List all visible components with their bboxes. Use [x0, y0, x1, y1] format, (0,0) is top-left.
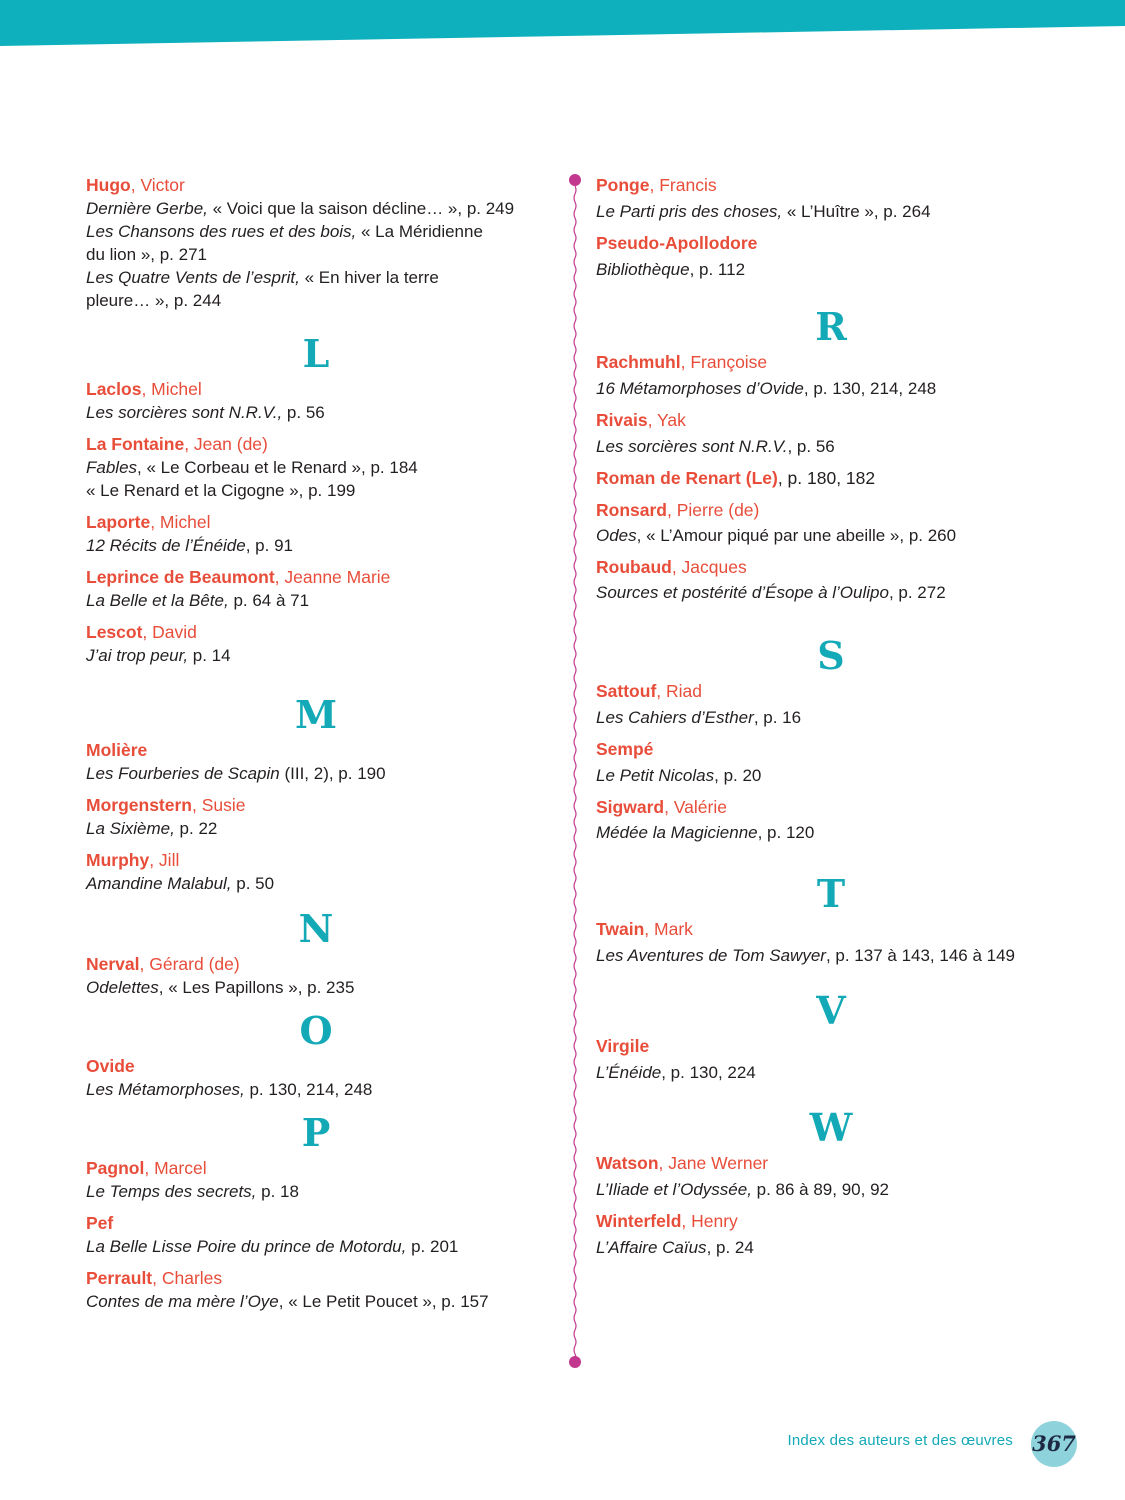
author-last-name: Ronsard: [596, 500, 667, 520]
work-title: J’ai trop peur,: [86, 646, 189, 665]
work-title: Contes de ma mère l’Oye: [86, 1292, 279, 1311]
author-first-name: , David: [142, 622, 197, 642]
letter-heading-n: N: [298, 906, 334, 951]
work-detail: « En hiver la terre: [299, 268, 439, 287]
work-title: Odelettes: [86, 978, 159, 997]
index-entry-murphy: [86, 849, 546, 895]
work-title: Les sorcières sont N.R.V.: [596, 437, 788, 456]
author-first-name: , Mark: [644, 919, 693, 939]
work-title: Les Quatre Vents de l’esprit,: [86, 268, 300, 287]
letter-heading-m: M: [294, 692, 338, 737]
author-last-name: La Fontaine: [86, 434, 185, 454]
author-last-name: Virgile: [596, 1036, 650, 1056]
index-entry-laporte: [86, 511, 546, 557]
work-detail: , p. 24: [706, 1238, 754, 1257]
work-detail-continued: « Le Renard et la Cigogne », p. 199: [86, 481, 356, 500]
work-title: La Belle et la Bête,: [86, 591, 229, 610]
index-entry-virgile: [596, 1035, 1066, 1084]
work-detail: p. 86 à 89, 90, 92: [751, 1180, 889, 1199]
author-last-name: Lescot: [86, 622, 143, 642]
index-entry-ovide: [86, 1055, 546, 1101]
work-detail: , p. 180, 182: [777, 468, 876, 488]
work-detail: , p. 20: [714, 766, 762, 785]
work-detail: , p. 130, 224: [661, 1063, 756, 1082]
index-entry-watson: [596, 1152, 1066, 1201]
index-entry-pseudo-apollodore: [596, 232, 1066, 281]
work-title: Bibliothèque: [596, 260, 690, 279]
page-number-badge: 367: [1031, 1421, 1077, 1467]
author-first-name: , Jeanne Marie: [274, 567, 391, 587]
author-last-name: Winterfeld: [596, 1211, 682, 1231]
author-first-name: , Marcel: [144, 1158, 207, 1178]
author-first-name: , Michel: [141, 379, 202, 399]
work-title: Les Cahiers d’Esther: [596, 708, 754, 727]
letter-heading-v: V: [816, 988, 846, 1033]
index-entry-leprince-de-beaumont: [86, 566, 546, 612]
author-first-name: , Yak: [647, 410, 686, 430]
index-entry-ronsard: [596, 499, 1066, 547]
work-detail: p. 56: [282, 403, 325, 422]
author-first-name: , Jean (de): [184, 434, 268, 454]
work-title: Fables: [86, 458, 138, 477]
author-last-name: Laporte: [86, 512, 151, 532]
author-first-name: , Jill: [149, 850, 180, 870]
work-title: Les Chansons des rues et des bois,: [86, 222, 357, 241]
index-entry-twain: [596, 918, 1066, 967]
work-title: L’Affaire Caïus: [596, 1238, 707, 1257]
author-last-name: Sigward: [596, 797, 665, 817]
work-title: L’Énéide: [596, 1063, 662, 1082]
index-entry-roman-de-renart: [596, 467, 1066, 490]
author-last-name: Twain: [596, 919, 645, 939]
index-entry-lescot: [86, 621, 546, 667]
work-detail: , « Le Corbeau et le Renard », p. 184: [137, 458, 418, 477]
letter-heading-s: S: [817, 633, 845, 678]
work-title: Les sorcières sont N.R.V.,: [86, 403, 283, 422]
author-first-name: , Jacques: [671, 557, 747, 577]
divider-wave-line: [574, 186, 576, 1362]
index-entry-hugo: [86, 174, 546, 312]
work-detail: p. 64 à 71: [228, 591, 310, 610]
work-detail: , « Le Petit Poucet », p. 157: [278, 1292, 489, 1311]
top-banner: [0, 0, 1125, 48]
index-entry-ponge: [596, 174, 1066, 223]
work-title: Les Aventures de Tom Sawyer: [596, 946, 826, 965]
author-first-name: , Gérard (de): [139, 954, 240, 974]
work-title: L’Iliade et l’Odyssée,: [596, 1180, 752, 1199]
index-entry-pagnol: [86, 1157, 546, 1203]
work-detail: , p. 272: [888, 583, 946, 602]
author-last-name: Roman de Renart (Le): [596, 468, 778, 488]
work-title: Médée la Magicienne: [596, 823, 758, 842]
index-entry-winterfeld: [596, 1210, 1066, 1259]
author-first-name: , Jane Werner: [658, 1153, 769, 1173]
author-last-name: Molière: [86, 740, 148, 760]
index-entry-morgenstern: [86, 794, 546, 840]
index-entry-sattouf: [596, 680, 1066, 729]
author-last-name: Pef: [86, 1213, 114, 1233]
work-title: Les Fourberies de Scapin: [86, 764, 280, 783]
work-detail: p. 130, 214, 248: [244, 1080, 373, 1099]
author-first-name: , Françoise: [680, 352, 768, 372]
author-last-name: Pagnol: [86, 1158, 145, 1178]
work-detail: , « L’Amour piqué par une abeille », p. 260: [636, 526, 957, 545]
work-detail: , p. 120: [757, 823, 815, 842]
letter-heading-t: T: [816, 871, 846, 916]
work-title: La Belle Lisse Poire du prince de Motordu,: [86, 1237, 407, 1256]
divider-bottom-dot: [569, 1356, 581, 1368]
author-first-name: , Pierre (de): [666, 500, 760, 520]
work-detail: , p. 112: [689, 260, 746, 279]
index-entry-laclos: [86, 378, 546, 424]
author-last-name: Rivais: [596, 410, 648, 430]
index-entry-roubaud: [596, 556, 1066, 604]
work-detail: « Voici que la saison décline… », p. 249: [207, 199, 515, 218]
index-entry-sigward: [596, 796, 1066, 844]
work-detail: « L’Huître », p. 264: [782, 202, 931, 221]
author-last-name: Pseudo-Apollodore: [596, 233, 758, 253]
index-entry-rivais: [596, 409, 1066, 458]
author-last-name: Watson: [596, 1153, 659, 1173]
work-title: 12 Récits de l’Énéide: [86, 536, 246, 555]
work-title: 16 Métamorphoses d’Ovide: [596, 379, 804, 398]
index-entry-nerval: [86, 953, 546, 999]
work-detail-continued: pleure… », p. 244: [86, 291, 222, 310]
index-entry-moliere: [86, 739, 546, 785]
work-title: Le Petit Nicolas: [596, 766, 715, 785]
work-title: Amandine Malabul,: [86, 874, 232, 893]
work-detail: , p. 56: [787, 437, 835, 456]
author-last-name: Ovide: [86, 1056, 135, 1076]
work-detail: , p. 91: [245, 536, 293, 555]
author-last-name: Morgenstern: [86, 795, 192, 815]
work-detail: p. 50: [231, 874, 275, 893]
index-column-left: [86, 174, 546, 1322]
section-title-footer: Index des auteurs et des œuvres: [787, 1432, 1013, 1449]
letter-heading-w: W: [809, 1105, 853, 1150]
index-entry-la-fontaine: [86, 433, 546, 502]
work-title: Dernière Gerbe,: [86, 199, 208, 218]
work-detail: p. 22: [174, 819, 218, 838]
author-last-name: Ponge: [596, 175, 650, 195]
work-detail: p. 18: [256, 1182, 299, 1201]
author-last-name: Nerval: [86, 954, 140, 974]
index-entry-perrault: [86, 1267, 546, 1313]
author-last-name: Murphy: [86, 850, 150, 870]
divider-top-dot: [569, 174, 581, 186]
work-detail: (III, 2), p. 190: [279, 764, 386, 783]
work-detail-continued: du lion », p. 271: [86, 245, 207, 264]
column-divider: [565, 172, 585, 1372]
work-detail: p. 14: [188, 646, 231, 665]
work-title: Les Métamorphoses,: [86, 1080, 245, 1099]
author-last-name: Hugo: [86, 175, 131, 195]
author-first-name: , Riad: [656, 681, 702, 701]
index-entry-pef: [86, 1212, 546, 1258]
index-entry-rachmuhl: [596, 351, 1066, 400]
work-detail: , « Les Papillons », p. 235: [158, 978, 355, 997]
author-first-name: , Henry: [681, 1211, 738, 1231]
author-first-name: , Charles: [152, 1268, 223, 1288]
author-first-name: , Victor: [130, 175, 185, 195]
letter-heading-l: L: [302, 331, 330, 376]
work-title: La Sixième,: [86, 819, 175, 838]
work-title: Odes: [596, 526, 637, 545]
author-last-name: Sempé: [596, 739, 654, 759]
index-entry-sempe: [596, 738, 1066, 787]
letter-heading-o: O: [299, 1008, 333, 1053]
author-last-name: Perrault: [86, 1268, 153, 1288]
author-last-name: Roubaud: [596, 557, 672, 577]
work-title: Le Parti pris des choses,: [596, 202, 783, 221]
letter-heading-p: P: [301, 1110, 331, 1155]
author-last-name: Leprince de Beaumont: [86, 567, 275, 587]
author-first-name: , Francis: [649, 175, 717, 195]
author-first-name: , Michel: [150, 512, 211, 532]
work-detail: , p. 130, 214, 248: [803, 379, 937, 398]
work-detail: « La Méridienne: [356, 222, 483, 241]
author-last-name: Rachmuhl: [596, 352, 681, 372]
work-title: Le Temps des secrets,: [86, 1182, 257, 1201]
letter-heading-r: R: [815, 304, 847, 349]
work-title: Sources et postérité d’Ésope à l’Oulipo: [596, 583, 889, 602]
work-detail: , p. 16: [753, 708, 802, 727]
work-detail: p. 201: [406, 1237, 459, 1256]
author-first-name: , Susie: [191, 795, 246, 815]
work-detail: , p. 137 à 143, 146 à 149: [825, 946, 1016, 965]
author-last-name: Sattouf: [596, 681, 657, 701]
author-first-name: , Valérie: [664, 797, 727, 817]
index-column-right: [596, 174, 1066, 1268]
author-last-name: Laclos: [86, 379, 142, 399]
